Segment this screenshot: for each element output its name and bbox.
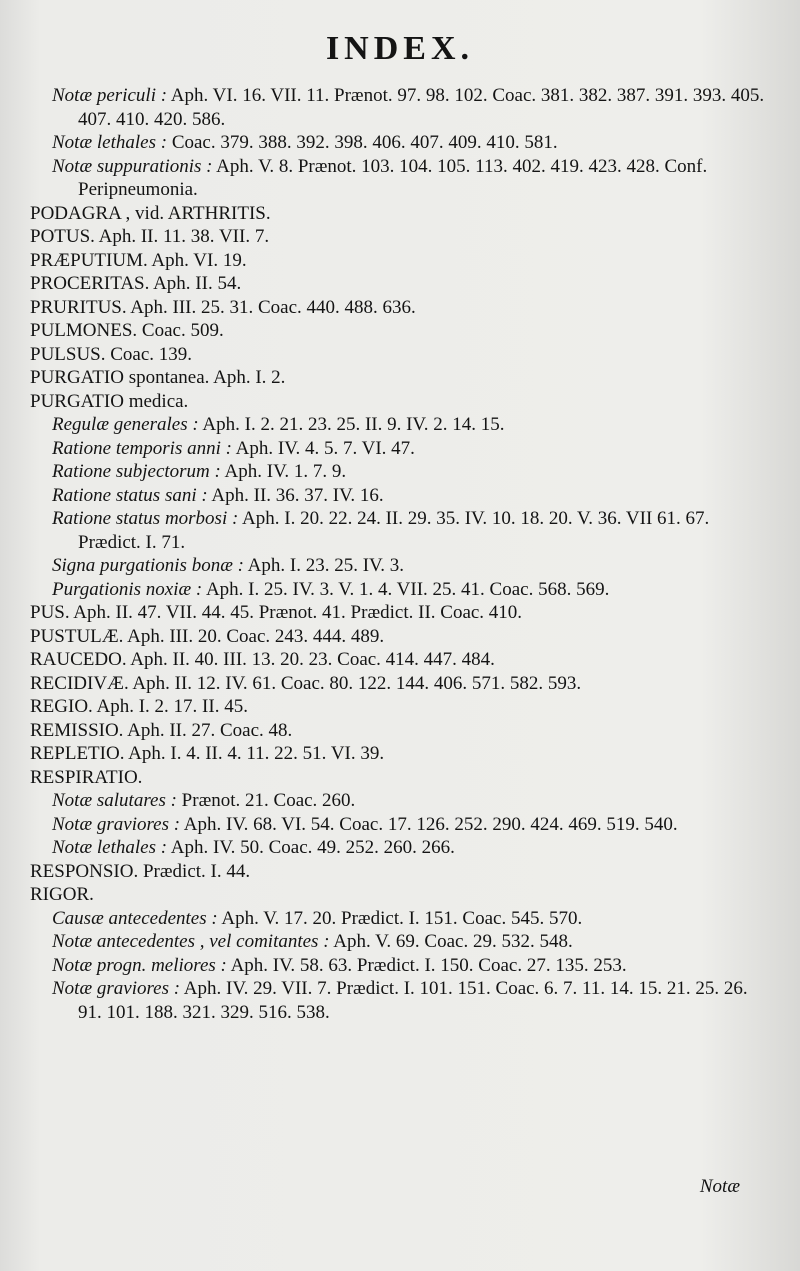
entry-text: REMISSIO. Aph. II. 27. Coac. 48. [30,719,293,741]
index-entry [30,672,765,696]
catchword: Notæ [699,1176,740,1197]
index-entry [30,225,765,249]
subentry-heading: Notæ periculi : [52,85,168,106]
index-subentry [30,507,765,554]
index-entry [30,343,765,367]
entry-text: RESPONSIO. Prædict. I. 44. [30,860,251,882]
entry-text: RIGOR. [30,884,94,905]
subentry-heading: Notæ salutares : [52,790,177,811]
entry-text: Aph. IV. 29. VII. 7. Prædict. I. 101. 151. Coac. 6. 7. 11. 14. 15. 21. 25. 26. 91. 101. 188. 321. 329. 516. 538. [78,978,748,1023]
entry-text: Coac. 379. 388. 392. 398. 406. 407. 409. 410. 581. [167,132,558,153]
entry-text: PRÆPUTIUM. Aph. VI. 19. [30,249,247,271]
subentry-heading: Notæ antecedentes , vel comitantes : [52,931,330,952]
subentry-heading: Ratione status morbosi : [52,508,239,529]
entry-text: Aph. VI. 16. VII. 11. Prænot. 97. 98. 102. Coac. 381. 382. 387. 391. 393. 405. 407. 410. 420. 586. [78,85,765,130]
index-subentry [30,437,765,461]
subentry-heading: Notæ graviores : [52,978,181,999]
subentry-heading: Signa purgationis bonæ : [52,555,244,576]
index-subentry [30,930,765,954]
entry-text: RECIDIVÆ. Aph. II. 12. IV. 61. Coac. 80. 122. 144. 406. 571. 582. 593. [30,672,582,694]
subentry-heading: Causæ antecedentes : [52,907,218,929]
index-subentry [30,155,765,202]
entry-text: Aph. II. 36. 37. IV. 16. [207,484,384,506]
subentry-heading: Ratione status sani : [52,484,208,506]
index-subentry [30,836,765,860]
entry-text: PROCERITAS. Aph. II. 54. [30,273,242,294]
entry-text: PODAGRA , vid. ARTHRITIS. [30,202,271,224]
entry-text: RESPIRATIO. [30,766,143,788]
entry-text: Aph. IV. 58. 63. Prædict. I. 150. Coac. 27. 135. 253. [226,954,627,976]
subentry-heading: Regulæ generales : [52,414,199,435]
index-subentry [30,131,765,155]
entry-text: Aph. I. 23. 25. IV. 3. [243,555,405,576]
entry-text: Aph. V. 8. Prænot. 103. 104. 105. 113. 402. 419. 423. 428. Conf. Peripneumonia. [78,155,708,200]
index-subentry [30,484,765,508]
index-subentry [30,578,765,602]
entry-text: PULSUS. Coac. 139. [30,343,193,365]
entry-text: PUS. Aph. II. 47. VII. 44. 45. Prænot. 41. Prædict. II. Coac. 410. [30,602,523,623]
index-subentry [30,84,765,131]
index-entry [30,601,765,625]
entry-text: RAUCEDO. Aph. II. 40. III. 13. 20. 23. Coac. 414. 447. 484. [30,649,495,670]
subentry-heading: Notæ suppurationis : [52,155,213,177]
subentry-heading: Notæ progn. meliores : [52,954,227,976]
index-entry [30,719,765,743]
entry-text: Aph. I. 25. IV. 3. V. 1. 4. VII. 25. 41. Coac. 568. 569. [202,578,610,600]
entry-text: Aph. IV. 4. 5. 7. VI. 47. [231,437,415,459]
index-entries [30,84,765,1024]
entry-text: PUSTULÆ. Aph. III. 20. Coac. 243. 444. 489. [30,625,385,647]
index-entry [30,272,765,296]
index-entry [30,695,765,719]
entry-text: Aph. V. 17. 20. Prædict. I. 151. Coac. 545. 570. [217,907,583,929]
index-entry [30,202,765,226]
subentry-heading: Notæ lethales : [52,837,168,858]
subentry-heading: Ratione temporis anni : [52,437,232,459]
index-entry [30,366,765,390]
entry-text: Aph. I. 2. 21. 23. 25. II. 9. IV. 2. 14. 15. [198,414,505,435]
entry-text: POTUS. Aph. II. 11. 38. VII. 7. [30,226,270,247]
index-entry [30,625,765,649]
entry-text: Aph. I. 20. 22. 24. II. 29. 35. IV. 10. 18. 20. V. 36. VII 61. 67. Prædict. I. 71. [78,508,710,553]
index-entry [30,883,765,907]
subentry-heading: Notæ graviores : [52,813,181,835]
entry-text: Aph. IV. 68. VI. 54. Coac. 17. 126. 252. 290. 424. 469. 519. 540. [180,813,678,835]
index-entry [30,249,765,273]
subentry-heading: Notæ lethales : [52,132,168,153]
index-subentry [30,554,765,578]
index-entry [30,648,765,672]
index-subentry [30,907,765,931]
entry-text: REGIO. Aph. I. 2. 17. II. 45. [30,696,248,717]
entry-text: Aph. V. 69. Coac. 29. 532. 548. [329,931,573,952]
index-subentry [30,977,765,1024]
index-subentry [30,813,765,837]
index-entry [30,860,765,884]
entry-text: PULMONES. Coac. 509. [30,320,224,341]
index-entry [30,296,765,320]
entry-text: REPLETIO. Aph. I. 4. II. 4. 11. 22. 51. VI. 39. [30,743,385,764]
index-entry [30,390,765,414]
subentry-heading: Purgationis noxiæ : [52,578,203,600]
entry-text: PURGATIO spontanea. Aph. I. 2. [30,367,286,388]
index-entry [30,319,765,343]
index-subentry [30,460,765,484]
index-subentry [30,954,765,978]
subentry-heading: Ratione subjectorum : [52,461,221,482]
entry-text: Prænot. 21. Coac. 260. [176,790,356,811]
entry-text: PRURITUS. Aph. III. 25. 31. Coac. 440. 488. 636. [30,296,416,318]
index-entry [30,742,765,766]
index-entry [30,766,765,790]
entry-text: Aph. IV. 1. 7. 9. [220,461,347,482]
page-title: INDEX. [325,30,475,67]
index-subentry [30,789,765,813]
index-subentry [30,413,765,437]
entry-text: Aph. IV. 50. Coac. 49. 252. 260. 266. [167,837,455,858]
entry-text: PURGATIO medica. [30,390,189,412]
